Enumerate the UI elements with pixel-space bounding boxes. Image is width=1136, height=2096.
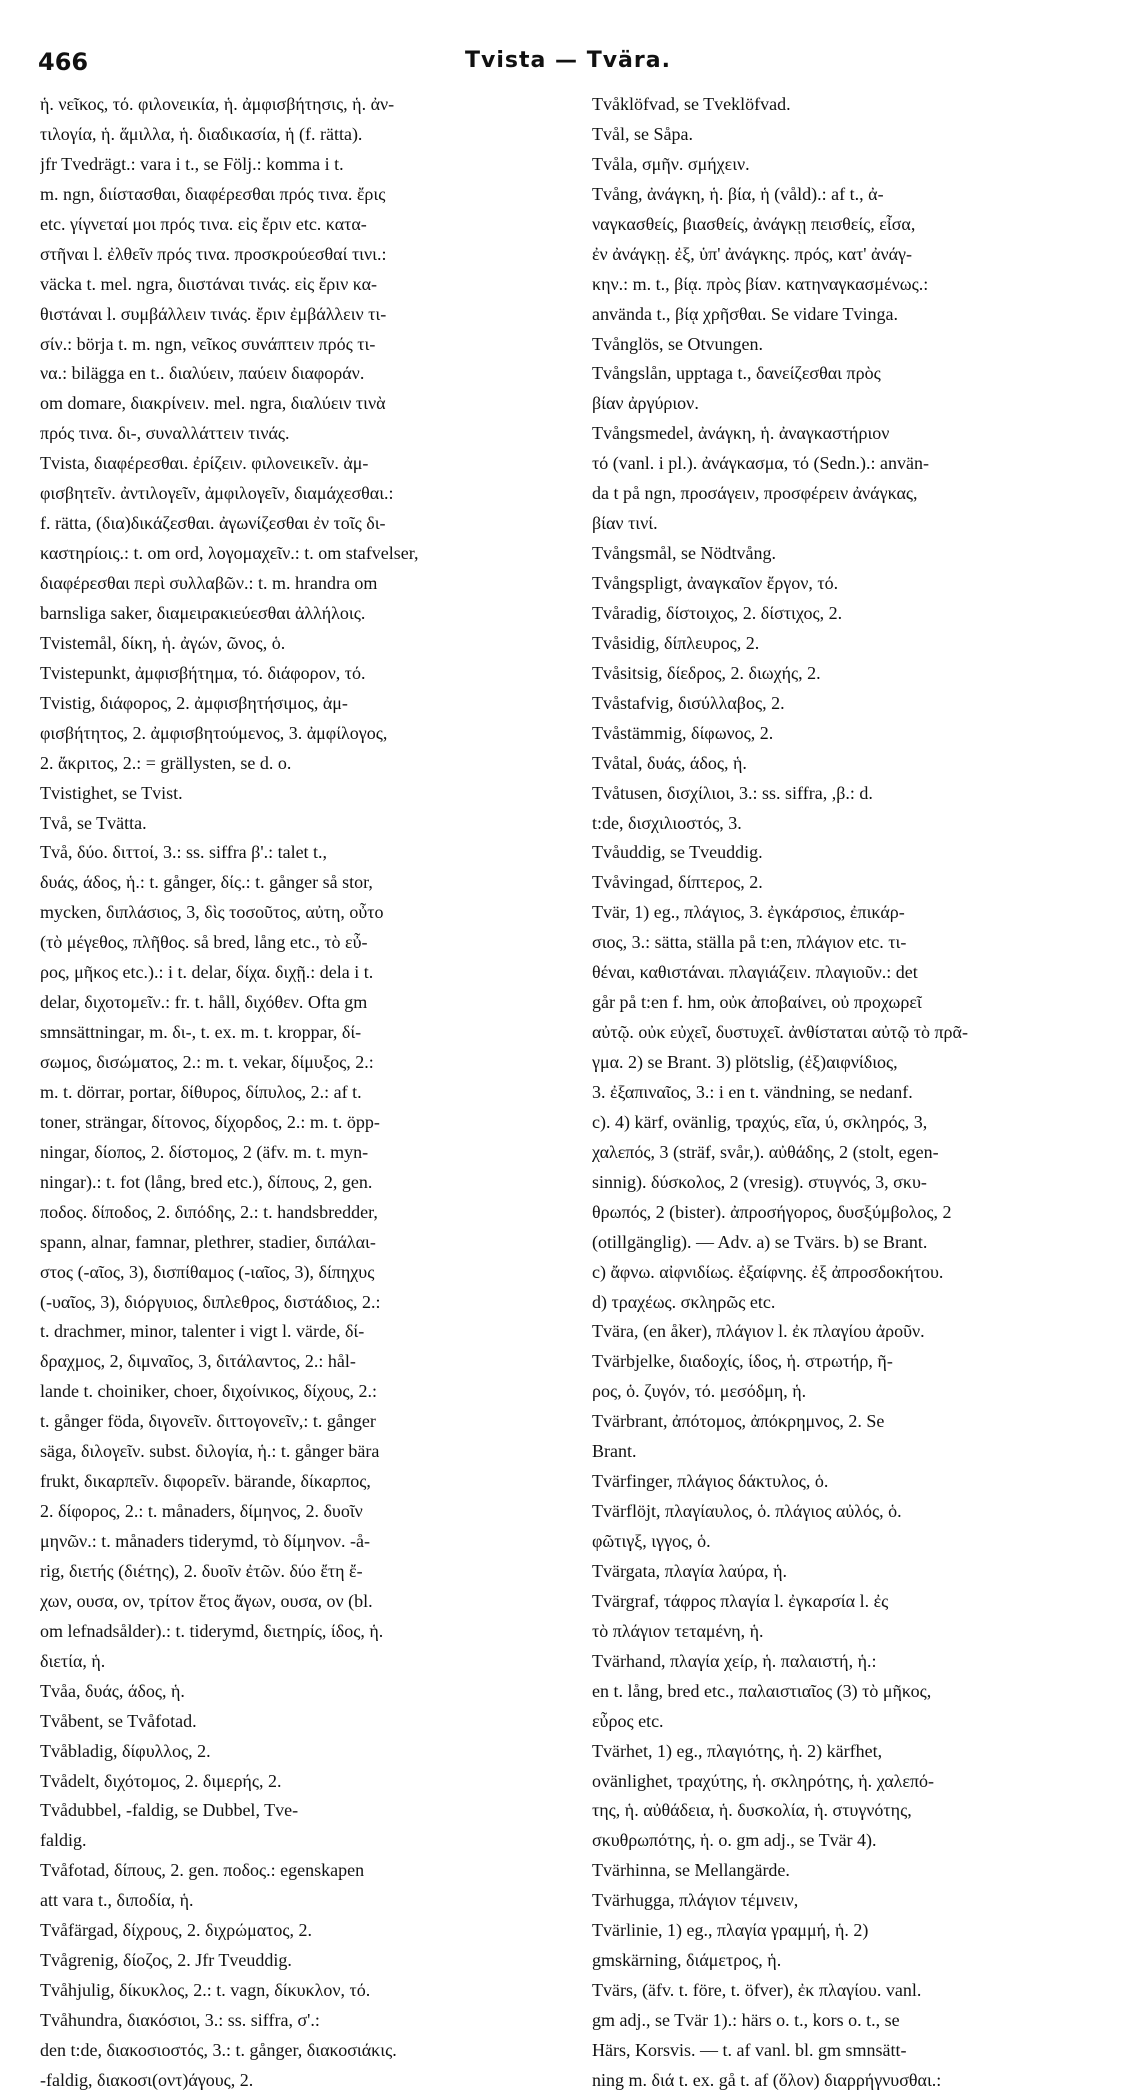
text-line: mycken, διπλάσιος, 3, δὶς τοσοῦτος, αὐτη, οὖτο bbox=[40, 902, 384, 923]
text-line: 3. ἐξαπιναῖος, 3.: i en t. vändning, se nedanf. bbox=[592, 1081, 913, 1102]
text-line: Tvådelt, διχότομος, 2. διμερής, 2. bbox=[40, 1770, 282, 1791]
text-line: Tvåhundra, διακόσιοι, 3.: ss. siffra, σ'.: bbox=[40, 2010, 320, 2030]
text-line: Tvåtusen, δισχίλιοι, 3.: ss. siffra, ,β.: d. bbox=[592, 782, 873, 803]
text-line: σκυθρωπότης, ἡ. o. gm adj., se Tvär 4). bbox=[592, 1830, 877, 1851]
text-line: t:de, δισχιλιοστός, 3. bbox=[592, 812, 742, 833]
text-line: χαλεπός, 3 (sträf, svår,). αὐθάδης, 2 (stolt, egen- bbox=[592, 1141, 939, 1162]
text-line: Tvärhinna, se Mellangärde. bbox=[592, 1860, 790, 1881]
text-line: Tvång, ἀνάγκη, ἡ. βία, ἡ (våld).: af t., ἀ- bbox=[592, 183, 884, 204]
text-line: ἡ. νεῖκος, τό. φιλονεικία, ἡ. ἀμφισβήτησις, ἡ. ἀν- bbox=[40, 94, 395, 114]
text-line: Tvistepunkt, ἀμφισβήτημα, τό. διάφορον, τό. bbox=[40, 662, 366, 683]
text-line: Tvåvingad, δίπτερος, 2. bbox=[592, 872, 763, 893]
text-line: καστηρίοις.: t. om ord, λογομαχεῖν.: t. om stafvelser, bbox=[40, 543, 419, 564]
text-line: Tvånglös, se Otvungen. bbox=[592, 333, 763, 354]
text-line: Två, δύο. διττοί, 3.: ss. siffra β'.: talet t., bbox=[40, 842, 328, 863]
text-line: Tvångslån, upptaga t., δανείζεσθαι πρὸς bbox=[592, 363, 881, 384]
text-line: διετία, ἡ. bbox=[40, 1650, 106, 1671]
text-line: Tvåradig, δίστοιχος, 2. δίστιχος, 2. bbox=[592, 602, 843, 623]
text-line: 2. δίφορος, 2.: t. månaders, δίμηνος, 2. δυοῖν bbox=[40, 1501, 363, 1522]
text-line: delar, διχοτομεῖν.: fr. t. håll, διχόθεν. Ofta gm bbox=[40, 992, 368, 1013]
text-line: gm adj., se Tvär 1).: härs o. t., kors o. t., se bbox=[592, 2010, 900, 2030]
text-line: ρος, ὁ. ζυγόν, τό. μεσόδμη, ἡ. bbox=[592, 1381, 807, 1402]
text-line: Tvistighet, se Tvist. bbox=[40, 782, 183, 803]
text-line: ποδος. δίποδος, 2. διπόδης, 2.: t. handsbredder, bbox=[40, 1201, 378, 1222]
text-line: γμα. 2) se Brant. 3) plötslig, (ἐξ)αιφνίδιος, bbox=[592, 1052, 898, 1072]
text-line: Tvärhand, πλαγία χείρ, ἡ. παλαιστή, ἡ.: bbox=[592, 1650, 877, 1671]
text-line: Tvångsmedel, ἀνάγκη, ἡ. ἀναγκαστήριον bbox=[592, 423, 890, 444]
text-line: Tvåbent, se Tvåfotad. bbox=[40, 1710, 197, 1731]
text-line: (τὸ μέγεθος, πλῆθος. så bred, lång etc., τὸ εὖ- bbox=[40, 932, 368, 953]
text-line: att vara t., διποδία, ἡ. bbox=[40, 1890, 194, 1911]
text-line: δυάς, άδος, ἡ.: t. gånger, δίς.: t. gånger så stor, bbox=[40, 872, 373, 893]
text-line: βίαν τινί. bbox=[592, 513, 658, 534]
text-line: στῆναι l. ἐλθεῖν πρός τινα. προσκρούεσθαί τινι.: bbox=[40, 243, 387, 264]
text-line: säga, διλογεῖν. subst. διλογία, ἡ.: t. gånger bära bbox=[40, 1441, 380, 1462]
text-line: Tvärbrant, ἀπότομος, ἀπόκρημνος, 2. Se bbox=[592, 1411, 885, 1432]
text-line: της, ἡ. αὐθάδεια, ἡ. δυσκολία, ἡ. στυγνότης, bbox=[592, 1800, 912, 1821]
text-line: ning m. διά t. ex. gå t. af (ὅλον) διαρρήγνυσθαι.: bbox=[592, 2069, 942, 2090]
text-line: Tvista, διαφέρεσθαι. ἐρίζειν. φιλονεικεῖν. ἀμ- bbox=[40, 453, 369, 474]
text-line: Tvåsidig, δίπλευρος, 2. bbox=[592, 632, 760, 653]
text-line: Tvåfotad, δίπους, 2. gen. ποδος.: egenskapen bbox=[40, 1860, 365, 1881]
left-column bbox=[40, 90, 548, 2096]
text-line: faldig. bbox=[40, 1830, 87, 1851]
text-line: στος (-αῖος, 3), δισπίθαμος (-ιαῖος, 3), δίπηχυς bbox=[40, 1261, 375, 1282]
text-line: Tvåstafvig, δισύλλαβος, 2. bbox=[592, 692, 785, 713]
text-line: κην.: m. t., βίᾳ. πρὸς βίαν. κατηναγκασμένως.: bbox=[592, 273, 929, 294]
text-line: c). 4) kärf, ovänlig, τραχύς, εῖα, ύ, σκληρός, 3, bbox=[592, 1111, 928, 1132]
text-line: toner, strängar, δίτονος, δίχορδος, 2.: m. t. öpp- bbox=[40, 1111, 380, 1132]
text-line: Två, se Tvätta. bbox=[40, 812, 147, 833]
text-line: Brant. bbox=[592, 1441, 637, 1462]
text-line: Tvåa, δυάς, άδος, ἡ. bbox=[40, 1680, 185, 1701]
text-line: Tvåsitsig, δίεδρος, 2. διωχής, 2. bbox=[592, 662, 821, 683]
text-line: Tvångspligt, ἀναγκαῖον ἔργον, τό. bbox=[592, 573, 839, 593]
text-line: c) ἄφνω. αἰφνιδίως. ἐξαίφνης. ἐξ ἀπροσδοκήτου. bbox=[592, 1261, 944, 1282]
text-line: barnsliga saker, διαμειρακιεύεσθαι ἀλλήλοις. bbox=[40, 602, 366, 623]
text-line: βίαν ἀργύριον. bbox=[592, 393, 699, 414]
text-line: Tvåklöfvad, se Tveklöfvad. bbox=[592, 94, 791, 114]
text-line: Tvärbjelke, διαδοχίς, ίδος, ἡ. στρωτήρ, ῆ- bbox=[592, 1351, 893, 1372]
text-line: τιλογία, ἡ. ἅμιλλα, ἡ. διαδικασία, ἡ (f. rätta). bbox=[40, 123, 363, 144]
text-line: om domare, διακρίνειν. mel. ngra, διαλύειν τινὰ bbox=[40, 393, 386, 414]
text-line: μηνῶν.: t. månaders tiderymd, τὸ δίμηνον. -å- bbox=[40, 1531, 371, 1551]
text-line: Tvärhet, 1) eg., πλαγιότης, ἡ. 2) kärfhet, bbox=[592, 1740, 883, 1761]
text-line: lande t. choiniker, choer, διχοίνικος, δίχους, 2.: bbox=[40, 1381, 377, 1402]
text-line: ningar, δίοπος, 2. δίστομος, 2 (äfv. m. t. myn- bbox=[40, 1141, 369, 1162]
text-line: χων, ουσα, ον, τρίτον ἔτος ἄγων, ουσα, ον (bl. bbox=[40, 1590, 373, 1611]
text-line: δραχμος, 2, διμναῖος, 3, διτάλαντος, 2.: hål- bbox=[40, 1351, 356, 1372]
text-line: Tvåbladig, δίφυλλος, 2. bbox=[40, 1740, 211, 1761]
text-line: rig, διετής (διέτης), 2. δυοῖν ἐτῶν. δύο ἔτη ἔ- bbox=[40, 1560, 363, 1581]
text-line: sinnig). δύσκολος, 2 (vresig). στυγνός, 3, σκυ- bbox=[592, 1171, 927, 1192]
text-line: t. drachmer, minor, talenter i vigt l. värde, δί- bbox=[40, 1321, 365, 1342]
text-line: smnsättningar, m. δι-, t. ex. m. t. kroppar, δί- bbox=[40, 1022, 362, 1043]
text-line: (otillgänglig). — Adv. a) se Tvärs. b) se Brant. bbox=[592, 1231, 928, 1252]
text-line: m. ngn, διίστασθαι, διαφέρεσθαι πρός τινα. ἔρις bbox=[40, 183, 386, 204]
text-line: -faldig, διακοσι(οντ)άγους, 2. bbox=[40, 2069, 254, 2090]
text-line: om lefnadsålder).: t. tiderymd, διετηρίς, ίδος, ἡ. bbox=[40, 1620, 384, 1641]
text-line: Tvära, (en åker), πλάγιον l. ἐκ πλαγίου ἀροῦν. bbox=[592, 1321, 925, 1342]
text-line: φῶτιγξ, ιγγος, ὁ. bbox=[592, 1531, 711, 1551]
text-line: εὖρος etc. bbox=[592, 1710, 664, 1731]
text-line: Tvärflöjt, πλαγίαυλος, ὁ. πλάγιος αὐλός, ὁ. bbox=[592, 1501, 902, 1522]
text-line: ovänlighet, τραχύτης, ἡ. σκληρότης, ἡ. χαλεπό- bbox=[592, 1770, 935, 1791]
text-line: Tvistemål, δίκη, ἡ. ἀγών, ῶνος, ὁ. bbox=[40, 632, 286, 653]
right-column bbox=[592, 90, 1100, 2096]
text-line: Tvistig, διάφορος, 2. ἀμφισβητήσιμος, ἀμ- bbox=[40, 692, 348, 713]
text-line: Tvåhjulig, δίκυκλος, 2.: t. vagn, δίκυκλον, τό. bbox=[40, 1980, 371, 2001]
text-line: φισβητεῖν. ἀντιλογεῖν, ἀμφιλογεῖν, διαμάχεσθαι.: bbox=[40, 483, 394, 504]
page-number: 466 bbox=[38, 48, 89, 76]
text-line: Tvärfinger, πλάγιος δάκτυλος, ὁ. bbox=[592, 1471, 829, 1492]
text-line: σωμος, δισώματος, 2.: m. t. vekar, δίμυξος, 2.: bbox=[40, 1052, 374, 1072]
text-line: Tvärs, (äfv. t. före, t. öfver), ἐκ πλαγίου. vanl. bbox=[592, 1980, 922, 2001]
text-line: Tvåuddig, se Tveuddig. bbox=[592, 842, 763, 863]
text-line: Tvärgata, πλαγία λαύρα, ἡ. bbox=[592, 1560, 788, 1581]
text-line: Tvångsmål, se Nödtvång. bbox=[592, 543, 776, 564]
text-line: ningar).: t. fot (lång, bred etc.), δίπους, 2, gen. bbox=[40, 1171, 373, 1192]
text-line: Tvåstämmig, δίφωνος, 2. bbox=[592, 722, 774, 743]
text-line: da t på ngn, προσάγειν, προσφέρειν ἀνάγκας, bbox=[592, 483, 918, 504]
text-line: använda t., βίᾳ χρῆσθαι. Se vidare Tvinga. bbox=[592, 303, 899, 324]
text-line: den t:de, διακοσιοστός, 3.: t. gånger, διακοσιάκις. bbox=[40, 2039, 397, 2060]
text-line: Tvärlinie, 1) eg., πλαγία γραμμή, ἡ. 2) bbox=[592, 1920, 869, 1941]
text-line: Härs, Korsvis. — t. af vanl. bl. gm smnsätt- bbox=[592, 2039, 907, 2060]
text-line: d) τραχέως. σκληρῶς etc. bbox=[592, 1291, 776, 1312]
text-line: Tvågrenig, δίοζος, 2. Jfr Tveuddig. bbox=[40, 1950, 292, 1971]
text-line: spann, alnar, famnar, plethrer, stadier, διπάλαι- bbox=[40, 1231, 376, 1252]
text-line: αὐτῷ. οὐκ εὐχεῖ, δυστυχεῖ. ἀνθίσταται αὐτῷ τὸ πρᾶ- bbox=[592, 1022, 968, 1043]
text-line: ναγκασθείς, βιασθείς, ἀνάγκῃ πεισθείς, εἶσα, bbox=[592, 213, 916, 234]
text-line: θιστάναι l. συμβάλλειν τινάς. ἔριν ἐμβάλλειν τι- bbox=[40, 303, 387, 324]
text-line: Tvåtal, δυάς, άδος, ἡ. bbox=[592, 752, 747, 773]
text-line: jfr Tvedrägt.: vara i t., se Följ.: komma i t. bbox=[40, 153, 344, 174]
text-line: Tvåfärgad, δίχρους, 2. διχρώματος, 2. bbox=[40, 1920, 313, 1941]
text-line: θέναι, καθιστάναι. πλαγιάζειν. πλαγιοῦν.: det bbox=[592, 962, 918, 983]
text-line: ἐν ἀνάγκῃ. ἐξ, ὑπ' ἀνάγκης. πρός, κατ' ἀνάγ- bbox=[592, 243, 912, 264]
text-line: m. t. dörrar, portar, δίθυρος, δίπυλος, 2.: af t. bbox=[40, 1081, 362, 1102]
text-line: väcka t. mel. ngra, διιστάναι τινάς. εἰς ἔριν κα- bbox=[40, 273, 378, 294]
text-line: etc. γίγνεταί μοι πρός τινα. εἰς ἔριν etc. κατα- bbox=[40, 213, 367, 234]
text-line: Tvärgraf, τάφρος πλαγία l. ἐγκαρσία l. ἐς bbox=[592, 1590, 889, 1611]
text-line: frukt, δικαρπεῖν. διφορεῖν. bärande, δίκαρπος, bbox=[40, 1471, 371, 1492]
text-line: πρός τινα. δι-, συναλλάττειν τινάς. bbox=[40, 423, 290, 444]
text-line: ρος, μῆκος etc.).: i t. delar, δίχα. διχῇ.: dela i t. bbox=[40, 962, 374, 983]
text-line: θρωπός, 2 (bister). ἀπροσήγορος, δυσξύμβολος, 2 bbox=[592, 1201, 952, 1222]
text-line: Tvär, 1) eg., πλάγιος, 3. ἐγκάρσιος, ἐπικάρ- bbox=[592, 902, 905, 923]
text-line: f. rätta, (δια)δικάζεσθαι. ἀγωνίζεσθαι ἐν τοῖς δι- bbox=[40, 513, 386, 534]
text-line: Tvärhugga, πλάγιον τέμνειν, bbox=[592, 1890, 799, 1911]
text-line: går på t:en f. hm, οὐκ ἀποβαίνει, οὐ προχωρεῖ bbox=[592, 992, 922, 1013]
text-line: en t. lång, bred etc., παλαιστιαῖος (3) τὸ μῆκος, bbox=[592, 1680, 932, 1701]
text-line: t. gånger föda, διγονεῖν. διττογονεῖν,: t. gånger bbox=[40, 1411, 376, 1432]
text-line: gmskärning, διάμετρος, ἡ. bbox=[592, 1950, 782, 1971]
text-line: σιος, 3.: sätta, ställa på t:en, πλάγιον etc. τι- bbox=[592, 932, 907, 953]
text-line: τό (vanl. i pl.). ἀνάγκασμα, τό (Sedn.).: använ- bbox=[592, 453, 929, 474]
text-line: (-υαῖος, 3), διόργυιος, διπλεθρος, διστάδιος, 2.: bbox=[40, 1291, 381, 1312]
text-line: Tvål, se Såpa. bbox=[592, 123, 693, 144]
text-line: σίν.: börja t. m. ngn, νεῖκος συνάπτειν πρός τι- bbox=[40, 333, 376, 354]
running-head: Tvista — Tvära. bbox=[465, 48, 671, 73]
text-line: Tvåla, σμῆν. σμήχειν. bbox=[592, 153, 750, 174]
text-line: 2. ἄκριτος, 2.: = grällysten, se d. o. bbox=[40, 752, 292, 773]
page-header bbox=[0, 48, 1136, 78]
text-line: να.: bilägga en t.. διαλύειν, παύειν διαφοράν. bbox=[40, 363, 365, 384]
text-line: διαφέρεσθαι περὶ συλλαβῶν.: t. m. hrandra om bbox=[40, 573, 378, 593]
text-line: τὸ πλάγιον τεταμένη, ἡ. bbox=[592, 1620, 764, 1641]
text-line: φισβήτητος, 2. ἀμφισβητούμενος, 3. ἀμφίλογος, bbox=[40, 722, 388, 743]
text-line: Tvådubbel, -faldig, se Dubbel, Tve- bbox=[40, 1800, 299, 1821]
